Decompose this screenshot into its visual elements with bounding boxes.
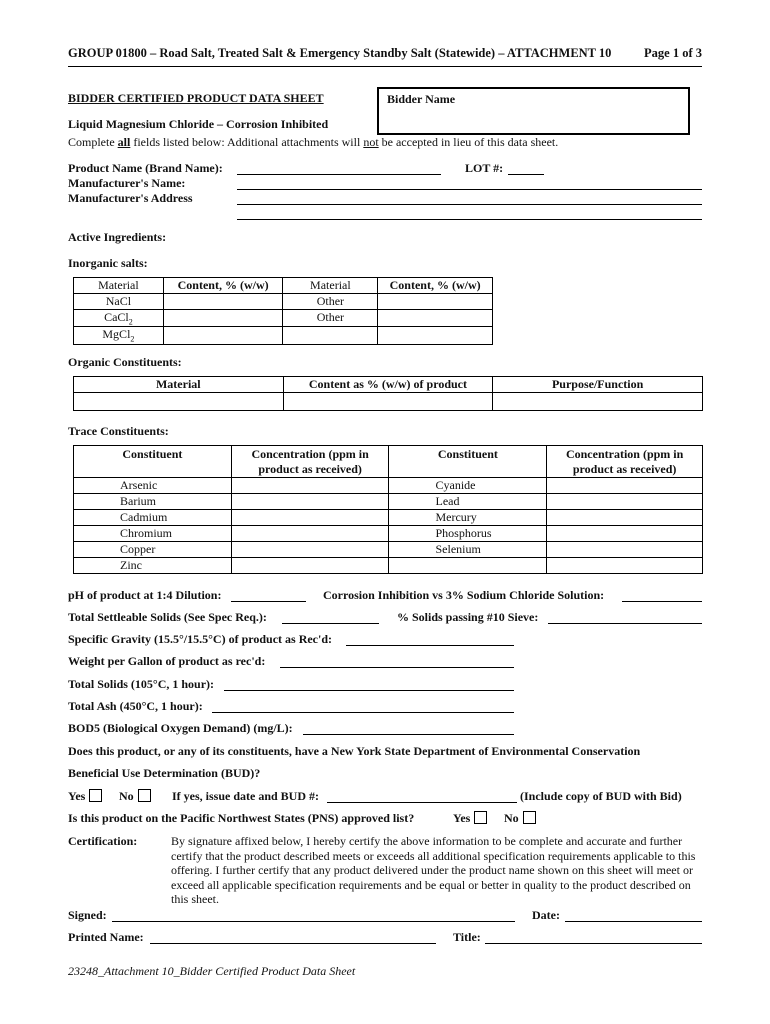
- weight-label: Weight per Gallon of product as rec'd:: [68, 654, 266, 668]
- bud-no[interactable]: [119, 789, 151, 804]
- table-cell: Cadmium: [74, 510, 232, 526]
- organic-label: Organic Constituents:: [68, 355, 182, 369]
- table-cell: [74, 327, 164, 344]
- inorganic-table: [73, 277, 493, 345]
- input-cell[interactable]: [231, 558, 389, 574]
- footer: 23248_Attachment 10_Bidder Certified Product Data Sheet: [68, 964, 356, 978]
- input-cell[interactable]: [163, 310, 283, 327]
- col-concentration: Concentration (ppm in product as received): [231, 446, 389, 478]
- header-title: GROUP 01800 – Road Salt, Treated Salt & Emergency Standby Salt (Statewide) – ATTACHMENT 10: [68, 46, 612, 60]
- col-content: Content as % (w/w) of product: [283, 377, 493, 393]
- page-number: Page 1 of 3: [644, 46, 702, 60]
- product-name-label: Product Name (Brand Name):: [68, 161, 223, 175]
- pns-question: Is this product on the Pacific Northwest States (PNS) approved list?: [68, 811, 415, 825]
- passing-label: % Solids passing #10 Sieve:: [397, 610, 539, 624]
- input-cell[interactable]: [547, 478, 703, 494]
- product-name-field[interactable]: [237, 174, 441, 175]
- trace-table: [73, 445, 703, 574]
- corrosion-field[interactable]: [622, 601, 702, 602]
- input-cell[interactable]: [547, 558, 703, 574]
- col-material-2: Material: [283, 278, 378, 294]
- checkbox[interactable]: [89, 789, 102, 802]
- input-cell[interactable]: [283, 393, 493, 411]
- ph-field[interactable]: [231, 601, 306, 602]
- gravity-label: Specific Gravity (15.5°/15.5°C) of product as Rec'd:: [68, 632, 333, 646]
- manufacturer-label: Manufacturer's Name:: [68, 176, 186, 190]
- gravity-field[interactable]: [346, 645, 514, 646]
- table-cell: Copper: [74, 542, 232, 558]
- signed-label: Signed:: [68, 908, 107, 922]
- table-cell: Mercury: [389, 510, 547, 526]
- certification-label: Certification:: [68, 834, 138, 848]
- table-cell: Cyanide: [389, 478, 547, 494]
- input-cell[interactable]: [547, 526, 703, 542]
- table-cell: Barium: [74, 494, 232, 510]
- address-field-1[interactable]: [237, 204, 702, 205]
- inorganic-label: Inorganic salts:: [68, 256, 148, 270]
- printed-name-label: Printed Name:: [68, 930, 144, 944]
- page-header: [68, 46, 702, 61]
- input-cell[interactable]: [231, 510, 389, 526]
- input-cell[interactable]: [231, 542, 389, 558]
- sheet-title: BIDDER CERTIFIED PRODUCT DATA SHEET: [68, 91, 324, 105]
- settleable-field[interactable]: [282, 623, 379, 624]
- input-cell[interactable]: [378, 310, 493, 327]
- bidder-name-box[interactable]: [377, 87, 690, 135]
- instructions-post: be accepted in lieu of this data sheet.: [378, 135, 559, 149]
- input-cell[interactable]: [74, 393, 284, 411]
- bud-yes[interactable]: [68, 789, 102, 804]
- table-cell: [283, 327, 378, 344]
- table-cell: [74, 310, 164, 327]
- pns-yes-label: Yes: [453, 811, 471, 825]
- table-cell: Lead: [389, 494, 547, 510]
- table-cell: Other: [283, 294, 378, 310]
- date-field[interactable]: [565, 921, 702, 922]
- instructions-mid: fields listed below: Additional attachments will: [130, 135, 364, 149]
- input-cell[interactable]: [231, 494, 389, 510]
- instructions-not: not: [363, 135, 379, 149]
- bud-yes-label: Yes: [68, 789, 86, 803]
- col-constituent-2: Constituent: [389, 446, 547, 478]
- solids-label: Total Solids (105°C, 1 hour):: [68, 677, 215, 691]
- signature-field[interactable]: [112, 921, 515, 922]
- checkbox[interactable]: [138, 789, 151, 802]
- bud-no-label: No: [119, 789, 134, 803]
- product-type: Liquid Magnesium Chloride – Corrosion Inhibited: [68, 117, 329, 131]
- col-content: Content, % (w/w): [163, 278, 283, 294]
- col-purpose: Purpose/Function: [493, 377, 703, 393]
- bidder-name-label: Bidder Name: [387, 92, 456, 106]
- instructions-pre: Complete: [68, 135, 118, 149]
- table-cell: Chromium: [74, 526, 232, 542]
- title-field[interactable]: [485, 943, 702, 944]
- cacl-text: CaCl: [104, 310, 129, 324]
- instructions-all: all: [117, 135, 131, 149]
- title-label: Title:: [453, 930, 481, 944]
- printed-name-field[interactable]: [150, 943, 436, 944]
- col-constituent: Constituent: [74, 446, 232, 478]
- bud-question-1: Does this product, or any of its constituents, have a New York State Department of Environmental Conservation: [68, 744, 641, 758]
- input-cell[interactable]: [231, 526, 389, 542]
- passing-field[interactable]: [548, 623, 702, 624]
- table-cell: Selenium: [389, 542, 547, 558]
- pns-yes[interactable]: [453, 811, 487, 826]
- address-field-2[interactable]: [237, 219, 702, 220]
- solids-field[interactable]: [224, 690, 514, 691]
- col-material: Material: [74, 377, 284, 393]
- table-cell: NaCl: [74, 294, 164, 310]
- pns-no-label: No: [504, 811, 519, 825]
- mgcl-sub: 2: [130, 334, 135, 344]
- input-cell[interactable]: [378, 294, 493, 310]
- ash-label: Total Ash (450°C, 1 hour):: [68, 699, 203, 713]
- bud-include-note: (Include copy of BUD with Bid): [520, 789, 682, 803]
- trace-label: Trace Constituents:: [68, 424, 169, 438]
- table-cell: [389, 558, 547, 574]
- active-ingredients-label: Active Ingredients:: [68, 230, 167, 244]
- input-cell[interactable]: [493, 393, 703, 411]
- table-cell: Arsenic: [74, 478, 232, 494]
- bud-ifyes-label: If yes, issue date and BUD #:: [172, 789, 320, 803]
- mgcl-text: MgCl: [102, 327, 131, 342]
- input-cell[interactable]: [163, 327, 283, 344]
- instructions: [68, 135, 558, 150]
- ph-label: pH of product at 1:4 Dilution:: [68, 588, 222, 602]
- address-label: Manufacturer's Address: [68, 191, 193, 205]
- col-content-2: Content, % (w/w): [378, 278, 493, 294]
- input-cell[interactable]: [163, 294, 283, 310]
- corrosion-label: Corrosion Inhibition vs 3% Sodium Chloride Solution:: [323, 588, 605, 602]
- table-cell: Phosphorus: [389, 526, 547, 542]
- ash-field[interactable]: [212, 712, 514, 713]
- date-label: Date:: [532, 908, 560, 922]
- input-cell[interactable]: [547, 542, 703, 558]
- cacl-sub: 2: [128, 317, 133, 327]
- weight-field[interactable]: [280, 667, 514, 668]
- input-cell[interactable]: [231, 478, 389, 494]
- lot-label: LOT #:: [465, 161, 504, 175]
- col-concentration-2: Concentration (ppm in product as received): [547, 446, 703, 478]
- certification-text: By signature affixed below, I hereby certify the above information to be complete and accurate and further certify that the product described meets or exceeds all additional specification requirements applicable to this offering. I further certify that any product delivered under the product name shown on this sheet will meet or exceed all applicable specification requirements and be equal or better in quality to the product described on this sheet.: [171, 834, 696, 906]
- organic-table: [73, 376, 703, 411]
- manufacturer-field[interactable]: [237, 189, 702, 190]
- bud-question-2: Beneficial Use Determination (BUD)?: [68, 766, 261, 780]
- bod-label: BOD5 (Biological Oxygen Demand) (mg/L):: [68, 721, 293, 735]
- bod-field[interactable]: [303, 734, 514, 735]
- table-cell: Zinc: [74, 558, 232, 574]
- table-cell: Other: [283, 310, 378, 327]
- col-material: Material: [74, 278, 164, 294]
- checkbox[interactable]: [523, 811, 536, 824]
- input-cell[interactable]: [547, 494, 703, 510]
- lot-field[interactable]: [508, 174, 544, 175]
- settleable-label: Total Settleable Solids (See Spec Req.):: [68, 610, 267, 624]
- header-divider: [68, 66, 702, 67]
- bud-field[interactable]: [327, 802, 517, 803]
- input-cell[interactable]: [547, 510, 703, 526]
- input-cell[interactable]: [378, 327, 493, 344]
- pns-no[interactable]: [504, 811, 536, 826]
- checkbox[interactable]: [474, 811, 487, 824]
